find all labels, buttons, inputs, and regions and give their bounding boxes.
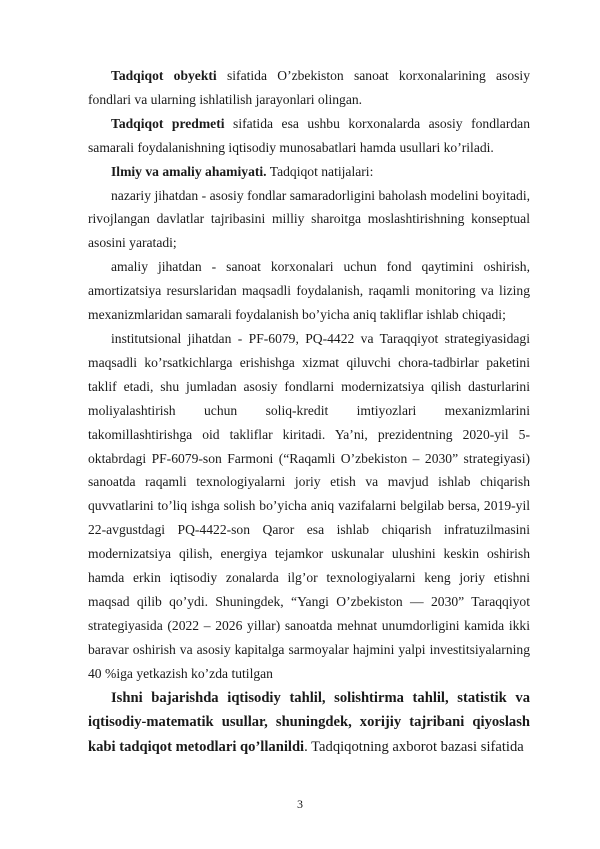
research-subject-text: sifatida esa ushbu korxonalarda asosiy fondlardan samarali foydalanishning iqtisodiy munosabatlari hamda usullari ko’riladi.: [88, 115, 530, 155]
paragraph-institutional: institutsional jihatdan - PF-6079, PQ-4422 va Taraqqiyot strategiyasidagi maqsadli ko’rsatkichlarga erishishga xizmat qiluvchi chora-tadbirlar paketini taklif etadi, shu jumladan asosiy fondlarni modernizatsiya qilish dasturlarini moliyalashtirish uchun soliq-kredit imtiyozlari mexanizmlarini takomillashtirishga oid takliflar kiritadi. Ya’ni, prezidentning 2020-yil 5-oktabrdagi PF-6079-son Farmoni (“Raqamli O’zbekiston – 2030” strategiyasi) sanoatda raqamli texnologiyalarni joriy etish va mavjud ishlab chiqarish quvvatlarini to’liq ishga solish bo’yicha aniq vazifalarni belgilab bersa, 2019-yil 22-avgustdagi PQ-4422-son Qaror esa ishlab chiqarish infratuzilmasini modernizatsiya qilish, energiya tejamkor uskunalar ulushini keskin oshirish hamda erkin iqtisodiy zonalarda ilg’or texnologiyalarni keng joriy etishni maqsad qilib qo’ydi. Shuningdek, “Yangi O’zbekiston — 2030” Taraqqiyot strategiyasida (2022 – 2026 yillar) sanoatda mehnat unumdorligini kamida ikki baravar oshirish va asosiy kapitalga sarmoyalar hajmini yalpi investitsiyalarning 40 %iga yetkazish ko’zda tutilgan: [88, 330, 530, 681]
paragraph-research-object: [88, 64, 530, 112]
methods-text: . Tadqiqotning axborot bazasi sifatida: [304, 738, 524, 755]
paragraph-research-subject: [88, 112, 530, 160]
significance-heading: Ilmiy va amaliy ahamiyati.: [111, 163, 267, 179]
significance-text: Tadqiqot natijalari:: [266, 163, 374, 179]
page-number: 3: [297, 797, 303, 811]
paragraph-practical: amaliy jihatdan - sanoat korxonalari uchun fond qaytimini oshirish, amortizatsiya resurslaridan maqsadli foydalanish, raqamli monitoring va lizing mexanizmlaridan samarali foydalanish bo’yicha aniq takliflar ishlab chiqadi;: [88, 259, 530, 323]
paragraph-methods: [88, 686, 530, 760]
methods-heading: Ishni bajarishda iqtisodiy tahlil, solishtirma tahlil, statistik va iqtisodiy-matematik usullar, shuningdek, xorijiy tajribani qiyoslash kabi tadqiqot metodlari qo’llanildi: [88, 689, 530, 755]
paragraph-significance: [88, 160, 530, 184]
research-object-text: sifatida O’zbekiston sanoat korxonalarining asosiy fondlari va ularning ishlatilish jarayonlari olingan.: [88, 68, 530, 107]
research-object-heading: Tadqiqot obyekti: [111, 68, 217, 83]
paragraph-theoretical: nazariy jihatdan - asosiy fondlar samaradorligini baholash modelini boyitadi, rivojlangan davlatlar tajribasini milliy sharoitga moslashtirishning konseptual asosini yaratadi;: [88, 187, 530, 251]
research-subject-heading: Tadqiqot predmeti: [111, 115, 225, 131]
document-page: [88, 64, 530, 759]
